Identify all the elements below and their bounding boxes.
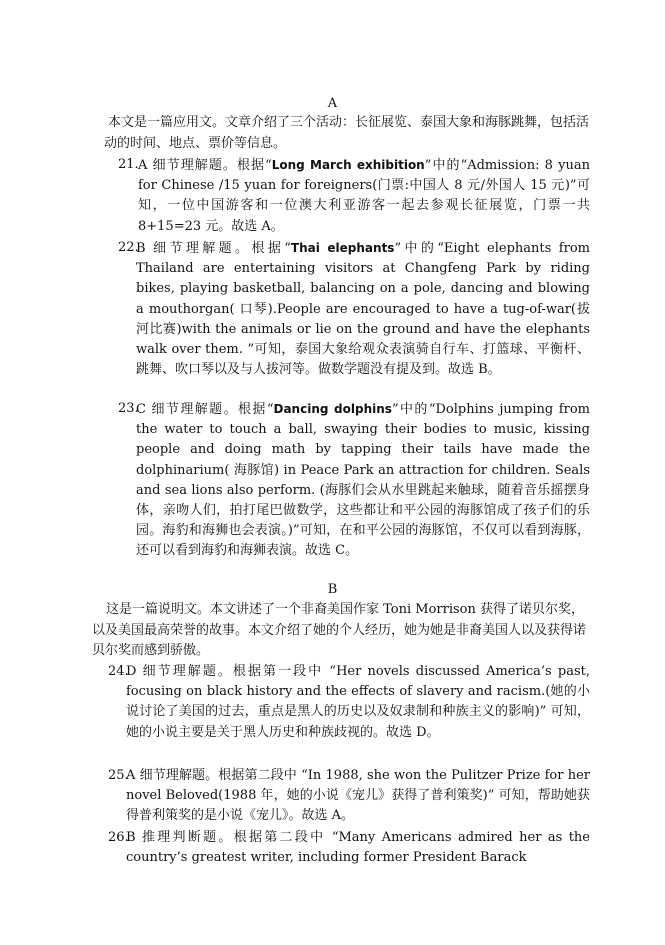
section-b-intro: 这是一篇说明文。本文讲述了一个非裔美国作家 Toni Morrison 获得了诺贝尔奖，以及美国最高荣誉的故事。本文介绍了她的个人经历，她为她是非裔美国人以及获得诺贝尔奖而感到骄傲。 [92,602,587,658]
answer-25-text: A 细节理解题。根据第二段中 “In 1988, she won the Pulitzer Prize for her novel Beloved(1988 年，她的小说《宠儿》获得了普利策奖)” 可知，帮助她获得普利策奖的是小说《宠儿》。故选 A。 [126,768,590,824]
answer-21 [118,155,590,237]
answer-24-number: 24. [108,664,129,679]
answer-25 [108,766,590,827]
answer-25-number: 25. [108,768,129,783]
answer-23-body: ”中的“Dolphins jumping from the water to touch a ball, swaying their bodies to music, kissing people and doing math by tapping their tails have made the dolphinarium( 海豚馆) in Peace Park an attraction for children. Seals and sea lions also perform. (海豚们会从水里跳起来触球，随着音乐摇摆身体，亲吻人们，拍打尾巴做数学，这些都让和平公园的海豚馆成了孩子们的乐园。海豹和海狮也会表演。)”可知，在和平公园的海豚馆，不仅可以看到海豚，还可以看到海豹和海狮表演。故选 C。 [136,402,590,559]
answer-21-body: ”中的“Admission: 8 yuan for Chinese /15 yuan for foreigners(门票:中国人 8 元/外国人 15 元)”可知，一位中国游客和一位澳大利亚游客一起去参观长征展览，门票一共 8+15=23 元。故选 A。 [138,158,590,234]
answer-23-lead: C 细节理解题。根据“ [136,402,274,417]
section-a-heading: A [327,96,338,111]
answer-21-number: 21. [118,157,139,172]
answer-24 [108,662,590,743]
answer-21-text [138,155,590,237]
answer-21-source-title: Long March exhibition [271,158,425,172]
answer-23 [118,399,590,562]
answer-26-number: 26. [108,830,129,845]
answer-23-number: 23. [118,401,139,416]
answer-24-text: D 细节理解题。根据第一段中 “Her novels discussed America’s past, focusing on black history and the effects of slavery and racism.(她的小说讨论了美国的过去，重点是黑人的历史以及奴隶制和种族主义的影响)” 可知，她的小说主要是关于黑人历史和种族歧视的。故选 D。 [126,664,590,740]
section-b-heading: B [327,582,338,597]
section-a-intro: 本文是一篇应用文。文章介绍了三个活动：长征展览、泰国大象和海豚跳舞，包括活动的时间、地点、票价等信息。 [104,115,590,151]
answer-22-number: 22. [118,240,139,255]
answer-22-source-title: Thai elephants [290,241,395,255]
answer-23-source-title: Dancing dolphins [273,402,392,416]
answer-26-text: B 推理判断题。根据第二段中 “Many Americans admired her as the country’s greatest writer, including former President Barack [126,830,590,866]
answer-23-text [136,399,590,562]
answer-22-lead: B 细节理解题。根据“ [136,241,291,256]
answer-22-body: ”中的“Eight elephants from Thailand are entertaining visitors at Changfeng Park by riding bikes, playing basketball, balancing on a pole, dancing and blowing a mouthorgan( 口琴).People are encouraged to have a tug-of-war(拔河比赛)with the animals or lie on the ground and have the elephants walk over them. ”可知，泰国大象给观众表演骑自行车、打篮球、平衡杆、跳舞、吹口琴以及与人拔河等。做数学题没有提及到。故选 B。 [136,241,590,378]
answer-26 [108,828,590,868]
answer-22-text [136,238,590,380]
answer-22 [118,238,590,380]
answer-21-lead: A 细节理解题。根据“ [138,158,272,173]
